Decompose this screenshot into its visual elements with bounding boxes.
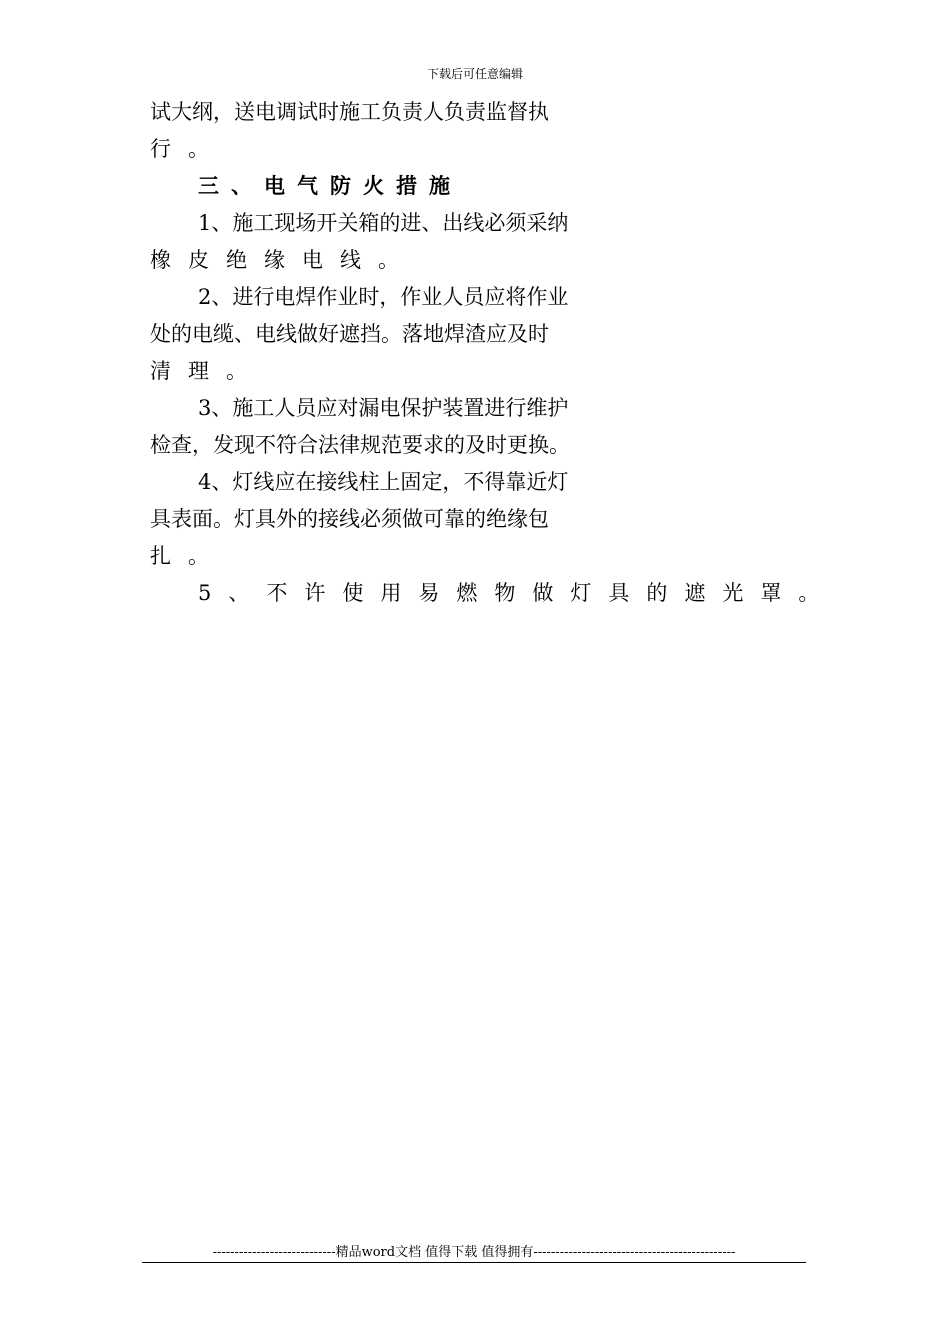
document-body <box>150 94 837 612</box>
body-line: 4、灯线应在接线柱上固定，不得靠近灯 <box>198 470 569 494</box>
body-line: 2、进行电焊作业时，作业人员应将作业 <box>198 285 569 309</box>
section-heading: 三、电气防火措施 <box>198 174 462 198</box>
body-line: 3、施工人员应对漏电保护装置进行维护 <box>198 396 569 420</box>
body-line: 橡皮绝缘电线。 <box>150 248 416 272</box>
body-line: 检查，发现不符合法律规范要求的及时更换。 <box>150 433 570 457</box>
body-line: 扎。 <box>150 544 226 568</box>
body-line: 清理。 <box>150 359 264 383</box>
body-line: 具表面。灯具外的接线必须做可靠的绝缘包 <box>150 507 549 531</box>
body-line: 1、施工现场开关箱的进、出线必须采纳 <box>198 211 569 235</box>
body-line: 5、不许使用易燃物做灯具的遮光罩。 <box>198 581 837 605</box>
body-line: 行。 <box>150 137 226 161</box>
body-line: 试大纲，送电调试时施工负责人负责监督执 <box>150 100 549 124</box>
body-line: 处的电缆、电线做好遮挡。落地焊渣应及时 <box>150 322 549 346</box>
page-header: 下载后可任意编辑 <box>426 67 523 81</box>
page-footer: ----------------------------精品word文档 值得下载 值得拥有---------------------------------------------- <box>142 1244 806 1263</box>
